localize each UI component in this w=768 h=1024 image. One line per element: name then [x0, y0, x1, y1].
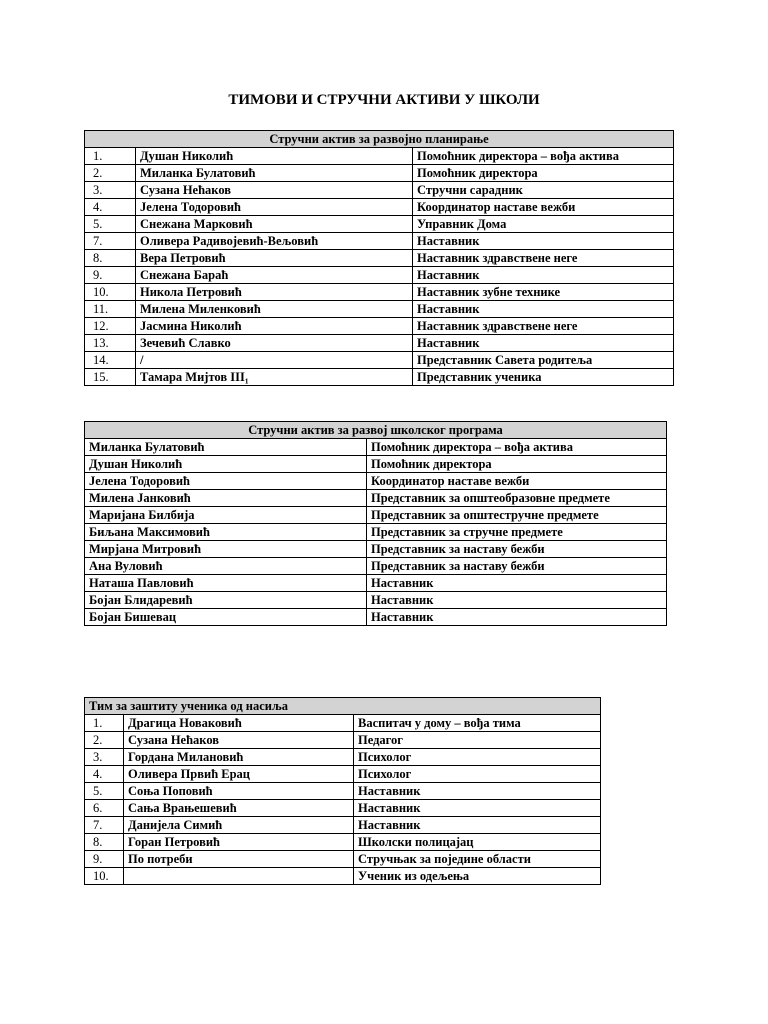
row-number: 9.	[85, 267, 136, 284]
member-name: Данијела Симић	[124, 817, 354, 834]
member-name: Бојан Блидаревић	[85, 592, 367, 609]
row-number: 14.	[85, 352, 136, 369]
member-role: Наставник	[413, 335, 674, 352]
member-role: Психолог	[354, 766, 601, 783]
member-role: Управник Дома	[413, 216, 674, 233]
member-role: Наставник	[367, 592, 667, 609]
member-name: Горан Петровић	[124, 834, 354, 851]
table-row	[85, 284, 674, 301]
table-row	[85, 609, 667, 626]
table-row	[85, 199, 674, 216]
table-row	[85, 473, 667, 490]
member-role: Ученик из одељења	[354, 868, 601, 885]
table-row	[85, 524, 667, 541]
table-body	[85, 148, 674, 386]
member-name: Бојан Бишевац	[85, 609, 367, 626]
table-row	[85, 868, 601, 885]
member-role: Стручни сарадник	[413, 182, 674, 199]
table-row	[85, 165, 674, 182]
member-role: Психолог	[354, 749, 601, 766]
member-role: Стручњак за поједине области	[354, 851, 601, 868]
member-role: Представник за наставу бежби	[367, 558, 667, 575]
table-row	[85, 715, 601, 732]
member-name: Миланка Булатовић	[85, 439, 367, 456]
table-row	[85, 216, 674, 233]
member-name: Оливера Првић Ерац	[124, 766, 354, 783]
member-name: /	[136, 352, 413, 369]
member-name: Гордана Милановић	[124, 749, 354, 766]
member-name: Снежана Бараћ	[136, 267, 413, 284]
member-name: Мирјана Митровић	[85, 541, 367, 558]
row-number: 4.	[85, 766, 124, 783]
member-name: Сузана Нећаков	[124, 732, 354, 749]
table-row	[85, 800, 601, 817]
table-row	[85, 749, 601, 766]
member-role: Помоћник директора – вођа актива	[413, 148, 674, 165]
member-name	[124, 868, 354, 885]
member-name: Душан Николић	[136, 148, 413, 165]
member-name: Душан Николић	[85, 456, 367, 473]
school-program-table	[84, 421, 667, 626]
member-role: Наставник	[354, 817, 601, 834]
table-row	[85, 369, 674, 386]
member-role: Наставник здравствене неге	[413, 318, 674, 335]
row-number: 10.	[85, 284, 136, 301]
member-name: Тамара Мијтов III₁	[136, 369, 413, 386]
table-row	[85, 233, 674, 250]
table-row	[85, 766, 601, 783]
table-body	[85, 715, 601, 885]
member-name: Никола Петровић	[136, 284, 413, 301]
row-number: 2.	[85, 165, 136, 182]
member-name: Вера Петровић	[136, 250, 413, 267]
table-row	[85, 456, 667, 473]
table-row	[85, 182, 674, 199]
member-role: Представник Савета родитеља	[413, 352, 674, 369]
table-row	[85, 267, 674, 284]
member-role: Наставник	[354, 800, 601, 817]
member-role: Помоћник директора	[413, 165, 674, 182]
row-number: 3.	[85, 749, 124, 766]
member-name: Јелена Тодоровић	[85, 473, 367, 490]
member-name: Сузана Нећаков	[136, 182, 413, 199]
member-name: Оливера Радивојевић-Вељовић	[136, 233, 413, 250]
table-row	[85, 352, 674, 369]
member-name: Јасмина Николић	[136, 318, 413, 335]
row-number: 2.	[85, 732, 124, 749]
member-role: Представник ученика	[413, 369, 674, 386]
member-role: Помоћник директора	[367, 456, 667, 473]
member-role: Представник за општестручне предмете	[367, 507, 667, 524]
member-role: Представник за општеобразовне предмете	[367, 490, 667, 507]
member-name: Снежана Марковић	[136, 216, 413, 233]
member-name: Биљана Максимовић	[85, 524, 367, 541]
member-role: Наставник зубне технике	[413, 284, 674, 301]
row-number: 10.	[85, 868, 124, 885]
member-role: Наставник	[367, 609, 667, 626]
page-title: ТИМОВИ И СТРУЧНИ АКТИВИ У ШКОЛИ	[228, 92, 540, 108]
member-name: Соња Поповић	[124, 783, 354, 800]
member-role: Помоћник директора – вођа актива	[367, 439, 667, 456]
table-row	[85, 301, 674, 318]
table-row	[85, 834, 601, 851]
member-name: Милена Јанковић	[85, 490, 367, 507]
member-name: Јелена Тодоровић	[136, 199, 413, 216]
member-name: Миланка Булатовић	[136, 165, 413, 182]
table-row	[85, 817, 601, 834]
member-role: Наставник	[413, 301, 674, 318]
member-role: Представник за стручне предмете	[367, 524, 667, 541]
row-number: 5.	[85, 783, 124, 800]
row-number: 8.	[85, 834, 124, 851]
row-number: 11.	[85, 301, 136, 318]
table-row	[85, 558, 667, 575]
member-name: Зечевић Славко	[136, 335, 413, 352]
table-row	[85, 507, 667, 524]
member-role: Школски полицајац	[354, 834, 601, 851]
row-number: 13.	[85, 335, 136, 352]
row-number: 3.	[85, 182, 136, 199]
row-number: 1.	[85, 715, 124, 732]
row-number: 8.	[85, 250, 136, 267]
member-role: Наставник	[367, 575, 667, 592]
row-number: 9.	[85, 851, 124, 868]
member-role: Представник за наставу бежби	[367, 541, 667, 558]
table-row	[85, 490, 667, 507]
member-name: Ана Вуловић	[85, 558, 367, 575]
table-heading: Стручни актив за развојно планирање	[85, 131, 674, 148]
member-role: Наставник здравствене неге	[413, 250, 674, 267]
table-row	[85, 575, 667, 592]
table-row	[85, 851, 601, 868]
table-row	[85, 439, 667, 456]
table-body	[85, 439, 667, 626]
table-row	[85, 148, 674, 165]
row-number: 4.	[85, 199, 136, 216]
member-name: Маријана Билбија	[85, 507, 367, 524]
member-role: Педагог	[354, 732, 601, 749]
development-planning-table	[84, 130, 674, 386]
member-role: Наставник	[354, 783, 601, 800]
row-number: 7.	[85, 817, 124, 834]
member-role: Наставник	[413, 233, 674, 250]
table-row	[85, 541, 667, 558]
row-number: 12.	[85, 318, 136, 335]
member-role: Координатор наставе вежби	[367, 473, 667, 490]
row-number: 5.	[85, 216, 136, 233]
member-name: По потреби	[124, 851, 354, 868]
table-row	[85, 318, 674, 335]
table-row	[85, 783, 601, 800]
row-number: 7.	[85, 233, 136, 250]
row-number: 1.	[85, 148, 136, 165]
table-row	[85, 250, 674, 267]
row-number: 6.	[85, 800, 124, 817]
member-role: Координатор наставе вежби	[413, 199, 674, 216]
member-name: Драгица Новаковић	[124, 715, 354, 732]
table-row	[85, 732, 601, 749]
violence-protection-table	[84, 697, 601, 885]
table-row	[85, 335, 674, 352]
member-name: Сања Врањешевић	[124, 800, 354, 817]
member-name: Милена Миленковић	[136, 301, 413, 318]
member-role: Васпитач у дому – вођа тима	[354, 715, 601, 732]
member-role: Наставник	[413, 267, 674, 284]
table-heading: Стручни актив за развој школског програма	[85, 422, 667, 439]
row-number: 15.	[85, 369, 136, 386]
member-name: Наташа Павловић	[85, 575, 367, 592]
table-row	[85, 592, 667, 609]
table-heading: Тим за заштиту ученика од насиља	[85, 698, 601, 715]
